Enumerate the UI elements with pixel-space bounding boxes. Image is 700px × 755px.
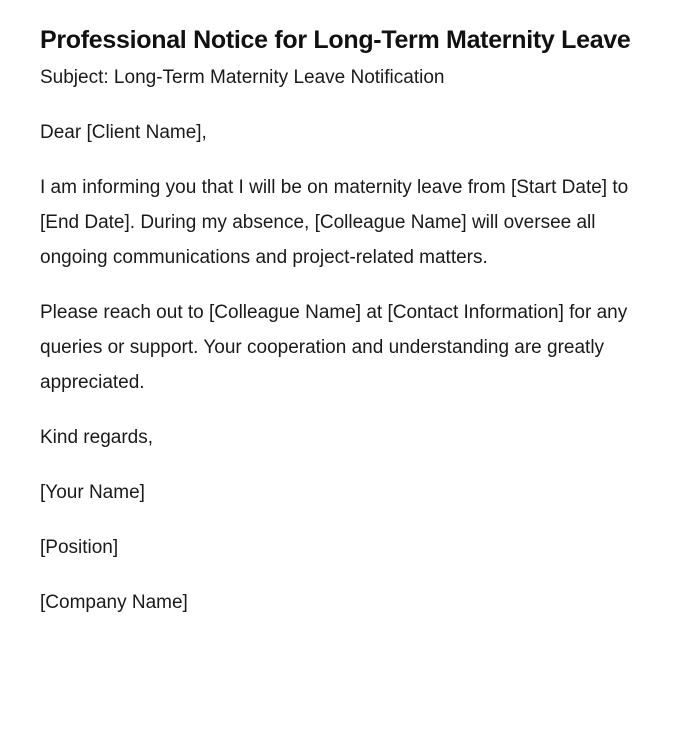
salutation: Dear [Client Name], — [40, 122, 207, 143]
document-title: Professional Notice for Long-Term Maternity Leave — [40, 26, 631, 54]
signature-name: [Your Name] — [40, 482, 145, 503]
signature-position: [Position] — [40, 537, 119, 558]
body-paragraph-2: Please reach out to [Colleague Name] at [Contact Information] for any queries or support. Your cooperation and understanding are greatly appreciated. — [40, 302, 628, 393]
body-paragraph-1: I am informing you that I will be on maternity leave from [Start Date] to [End Date]. During my absence, [Colleague Name] will oversee all ongoing communications and project-related matters. — [40, 177, 629, 268]
closing: Kind regards, — [40, 427, 154, 448]
signature-company: [Company Name] — [40, 592, 188, 613]
letter-document — [40, 18, 640, 620]
subject-line: Subject: Long-Term Maternity Leave Notification — [40, 67, 445, 88]
